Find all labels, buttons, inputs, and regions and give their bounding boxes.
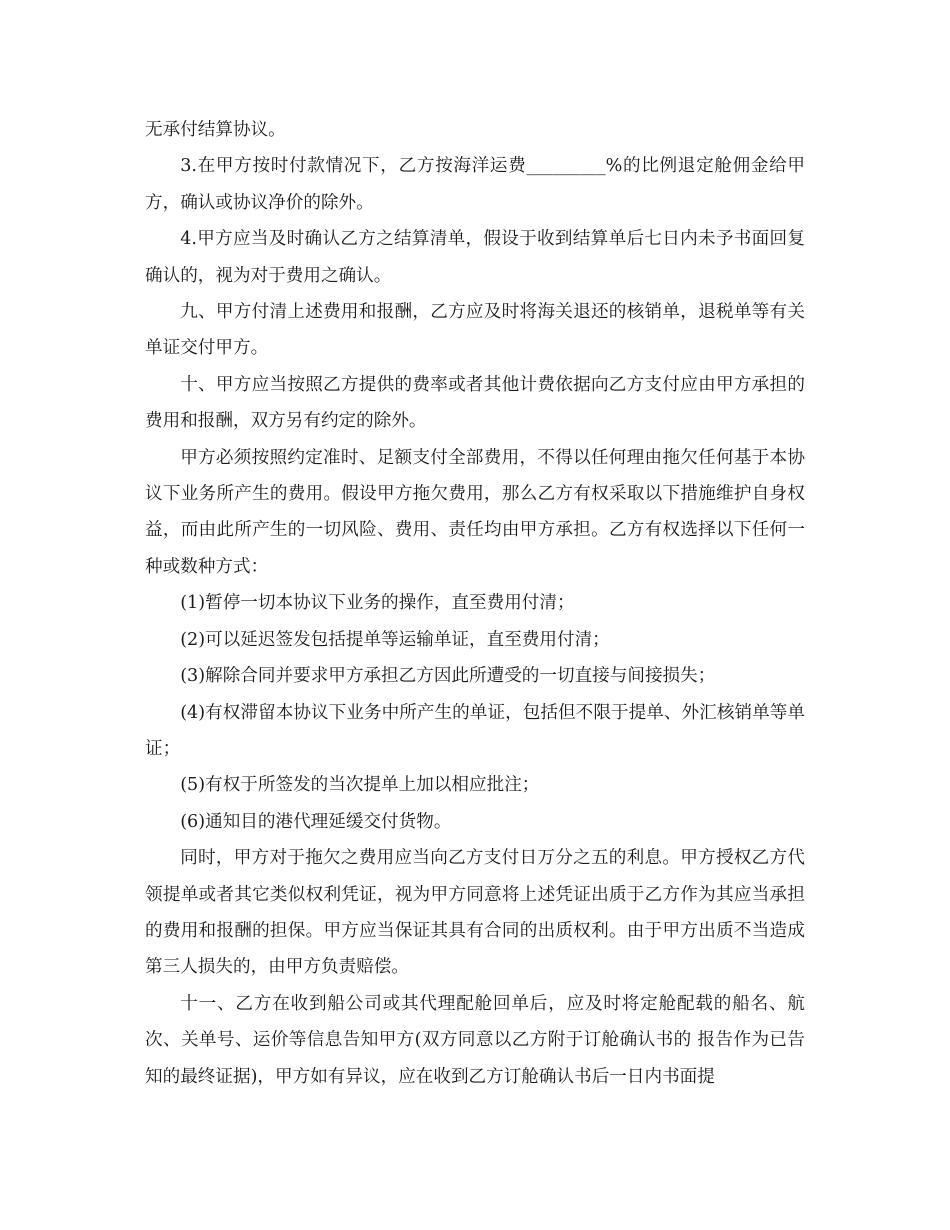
paragraph-clause-11: 十一、乙方在收到船公司或其代理配舱回单后，应及时将定舱配载的船名、航次、关单号、运价等信息告知甲方(双方同意以乙方附于订舱确认书的 报告作为已告知的最终证据)，甲方如有异议，应在收到乙方订舱确认书后一日内书面提 bbox=[145, 993, 805, 1087]
paragraph-payment-obligation: 甲方必须按照约定准时、足额支付全部费用，不得以任何理由拖欠任何基于本协议下业务所产生的费用。假设甲方拖欠费用，那么乙方有权采取以下措施维护自身权益，而由此所产生的一切风险、费用、责任均由甲方承担。乙方有权选择以下任何一种或数种方式： bbox=[145, 447, 805, 577]
document-body bbox=[145, 112, 805, 1095]
list-item-remedy-1: (1)暂停一切本协议下业务的操作，直至费用付清； bbox=[180, 593, 575, 614]
paragraph-continuation: 无承付结算协议。 bbox=[145, 120, 286, 140]
paragraph-clause-10: 十、甲方应当按照乙方提供的费率或者其他计费依据向乙方支付应由甲方承担的费用和报酬，双方另有约定的除外。 bbox=[145, 374, 805, 432]
paragraph-clause-9: 九、甲方付清上述费用和报酬，乙方应及时将海关退还的核销单，退税单等有关单证交付甲方。 bbox=[145, 302, 805, 359]
list-item-remedy-2: (2)可以延迟签发包括提单等运输单证，直至费用付清； bbox=[180, 629, 610, 650]
list-item-remedy-5: (5)有权于所签发的当次提单上加以相应批注； bbox=[180, 775, 540, 796]
list-item-remedy-4: (4)有权滞留本协议下业务中所产生的单证，包括但不限于提单、外汇核销单等单证； bbox=[145, 702, 805, 759]
paragraph-interest-pledge: 同时，甲方对于拖欠之费用应当向乙方支付日万分之五的利息。甲方授权乙方代领提单或者其它类似权利凭证，视为甲方同意将上述凭证出质于乙方作为其应当承担的费用和报酬的担保。甲方应当保证其具有合同的出质权利。由于甲方出质不当造成第三人损失的，由甲方负责赔偿。 bbox=[145, 848, 805, 978]
paragraph-clause-8-4: 4.甲方应当及时确认乙方之结算清单，假设于收到结算单后七日内未予书面回复确认的，视为对于费用之确认。 bbox=[145, 229, 805, 286]
paragraph-clause-8-3: 3.在甲方按时付款情况下，乙方按海洋运费_________%的比例退定舱佣金给甲方，确认或协议净价的除外。 bbox=[145, 156, 805, 213]
list-item-remedy-6: (6)通知目的港代理延缓交付货物。 bbox=[180, 811, 452, 832]
list-item-remedy-3: (3)解除合同并要求甲方承担乙方因此所遭受的一切直接与间接损失； bbox=[180, 666, 716, 687]
